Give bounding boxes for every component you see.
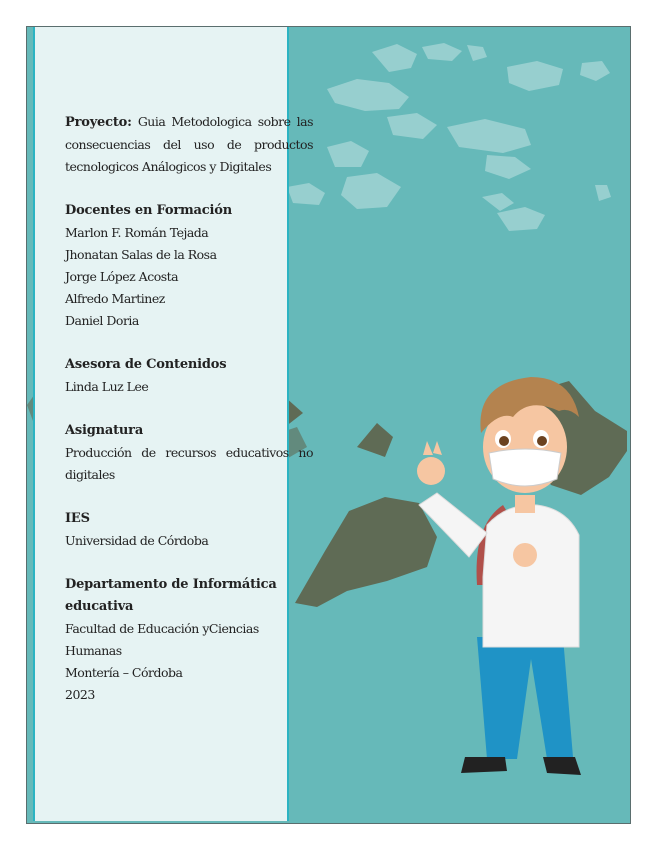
subject-name: Producción de recursos educativos no digitales [65, 445, 313, 482]
advisor-heading: Asesora de Contenidos [65, 357, 227, 372]
teacher-name: Jhonatan Salas de la Rosa [65, 247, 217, 262]
project-paragraph [65, 111, 313, 178]
department-heading: Departamento de Informática educativa [65, 577, 277, 614]
teacher-name: Jorge López Acosta [65, 269, 179, 284]
subject-heading: Asignatura [65, 423, 144, 438]
student-illustration [407, 355, 607, 795]
teacher-name: Marlon F. Román Tejada [65, 225, 209, 240]
advisor-name: Linda Luz Lee [65, 379, 149, 394]
faculty-name: Facultad de Educación yCiencias Humanas [65, 621, 259, 658]
cover-text [65, 111, 313, 706]
ies-name: Universidad de Córdoba [65, 533, 209, 548]
city-name: Montería – Córdoba [65, 665, 183, 680]
teachers-heading: Docentes en Formación [65, 203, 232, 218]
teacher-name: Alfredo Martinez [65, 291, 165, 306]
project-title: Guia Metodologica sobre las consecuencias del uso de productos tecnologicos Análogicos y Digitales [65, 114, 313, 174]
ies-heading: IES [65, 511, 90, 526]
teacher-name: Daniel Doria [65, 313, 139, 328]
year: 2023 [65, 687, 95, 702]
project-label: Proyecto: [65, 115, 132, 130]
cover-page [26, 26, 631, 824]
